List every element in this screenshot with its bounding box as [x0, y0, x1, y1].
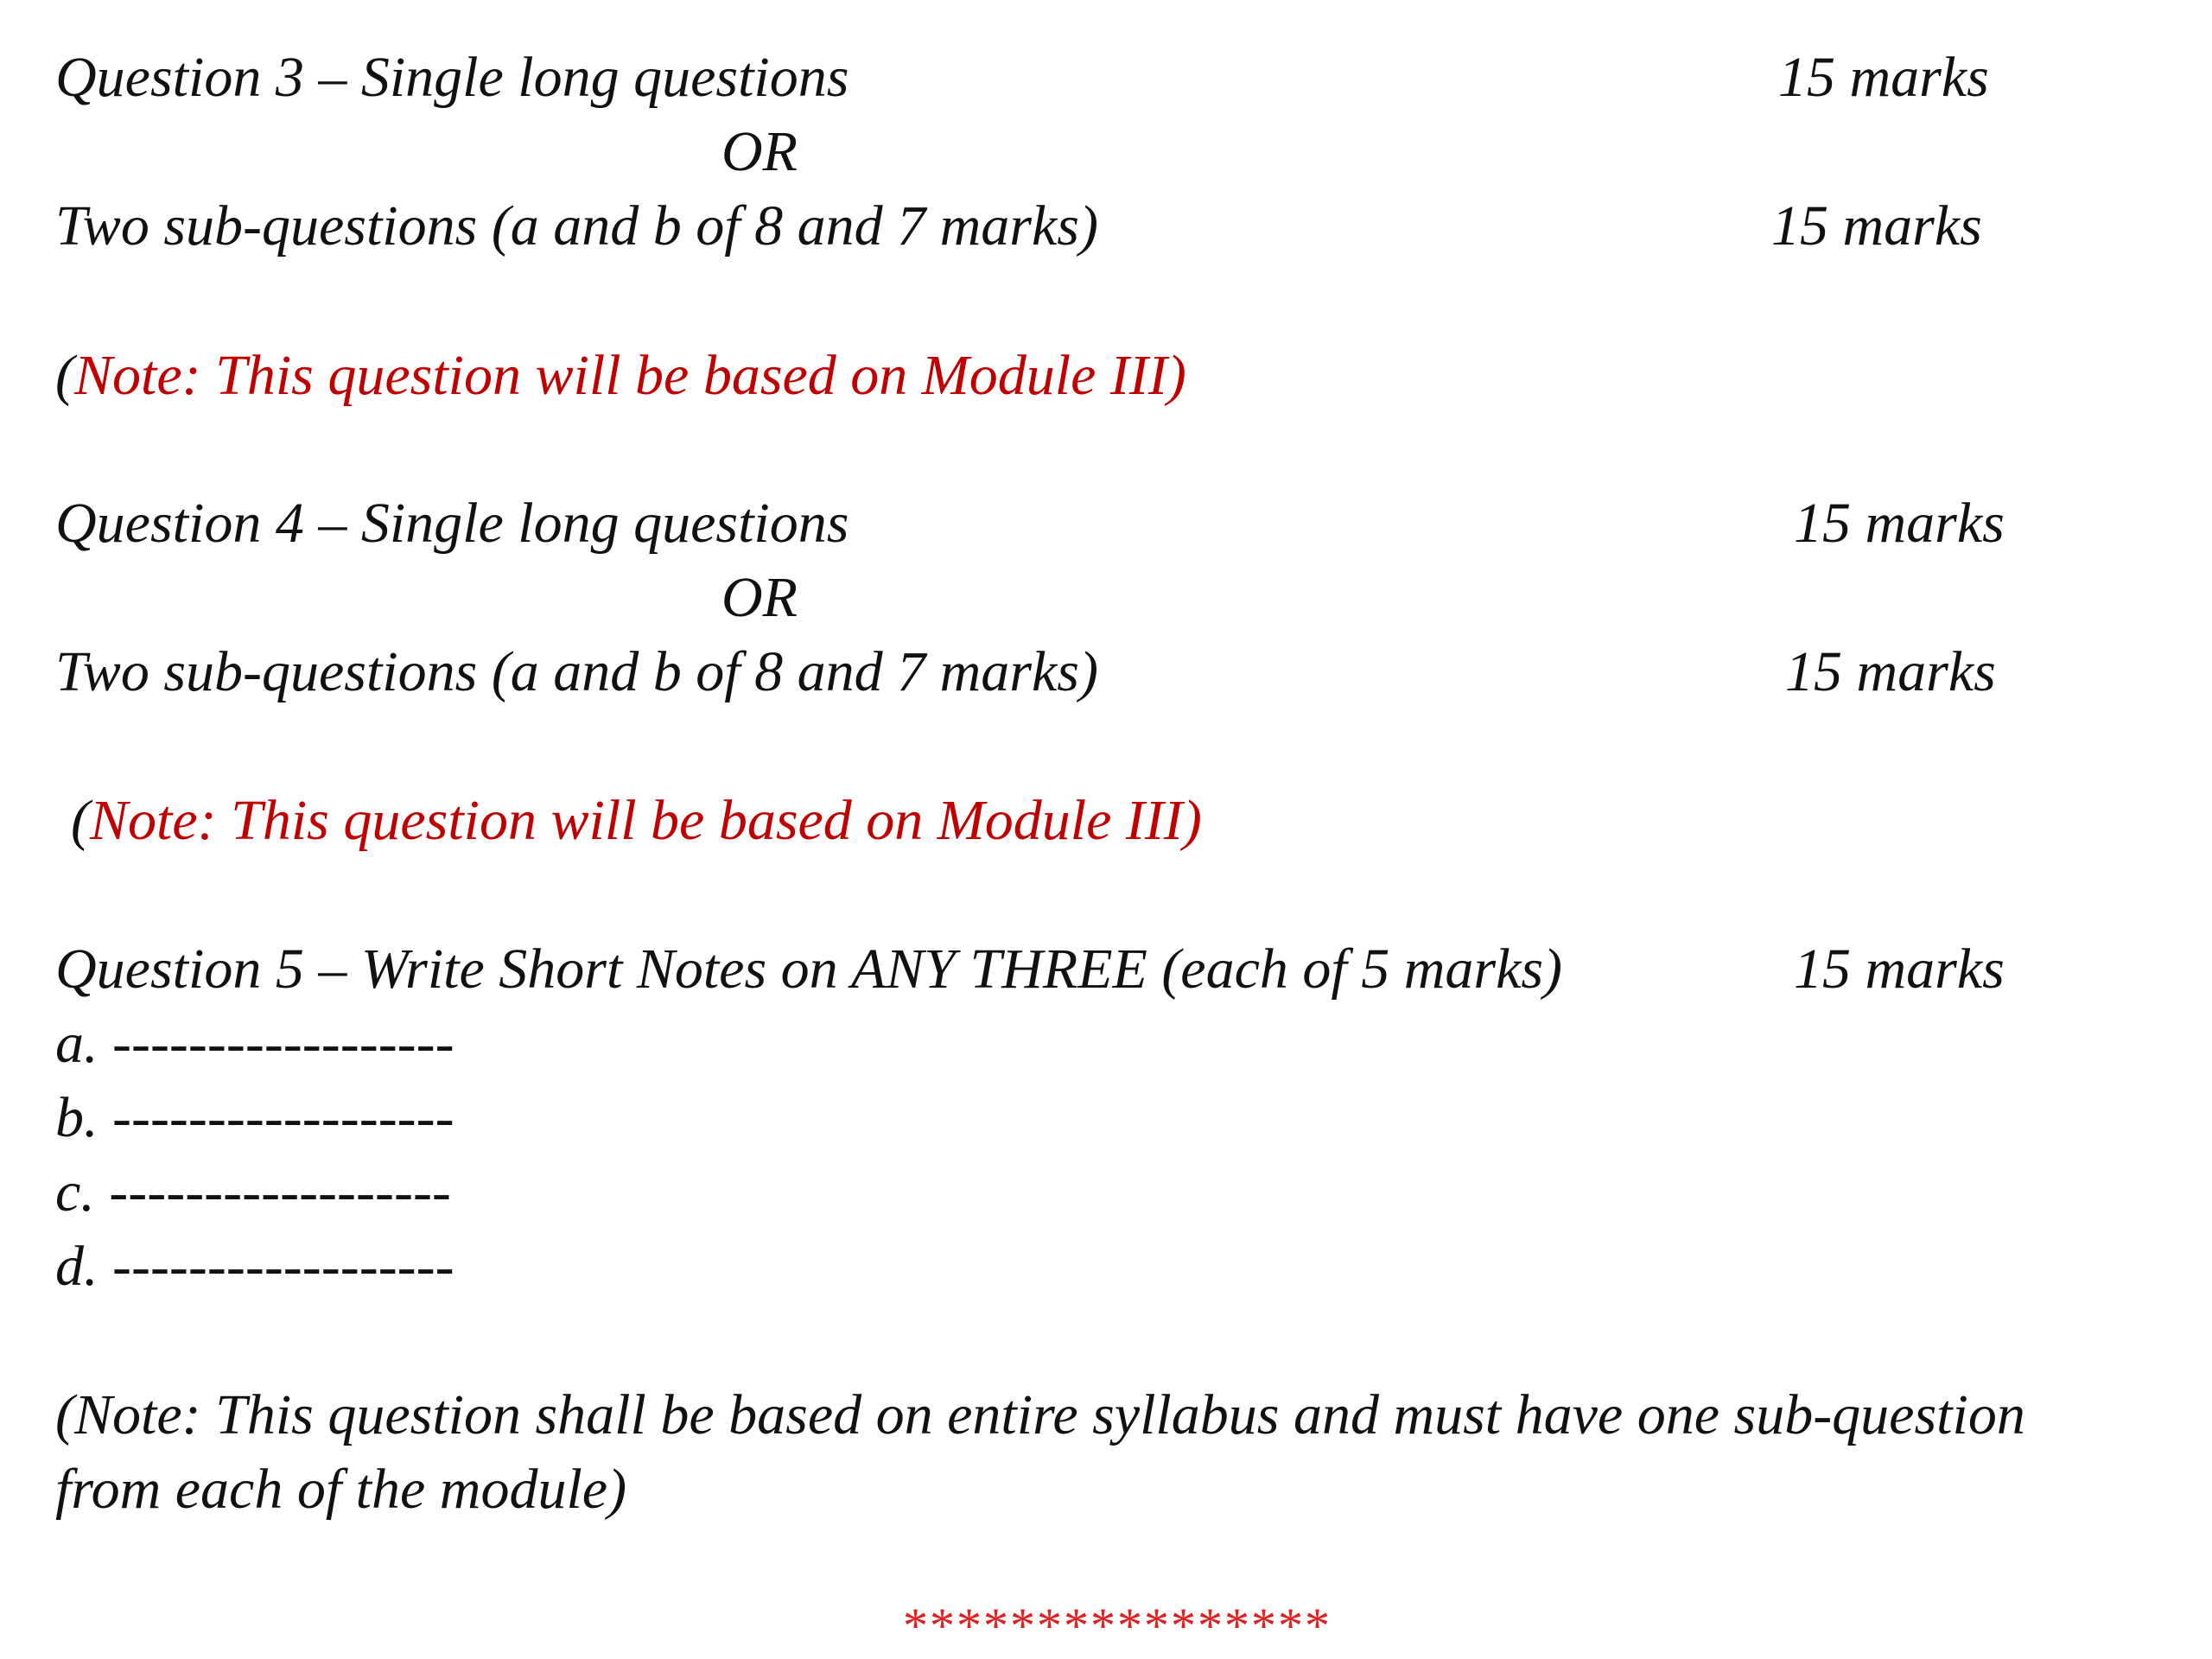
q3-marks-single: 15 marks [1778, 46, 1989, 109]
q4-note [71, 786, 1202, 855]
q4-alt: Two sub-questions (a and b of 8 and 7 marks) [55, 640, 1098, 703]
q5-item-d: d. ------------------ [55, 1235, 454, 1298]
q3-title: Question 3 – Single long questions [55, 46, 849, 109]
q3-note-text: Note: This question will be based on Module III [73, 344, 1167, 407]
q5-item-a: a. ------------------ [55, 1012, 454, 1075]
q3-marks-alt: 15 marks [1771, 194, 1982, 257]
q5-note-line2: from each of the module) [55, 1458, 627, 1521]
q5-note-line1: (Note: This question shall be based on entire syllabus and must have one sub-question [55, 1383, 2025, 1446]
q5-item-b: b. ------------------ [55, 1086, 454, 1149]
q3-note-open: ( [55, 344, 74, 407]
q3-alt: Two sub-questions (a and b of 8 and 7 marks) [55, 194, 1098, 257]
q4-note-open: ( [71, 789, 90, 852]
q5-title: Question 5 – Write Short Notes on ANY THREE (each of 5 marks) [55, 938, 1563, 1001]
q4-marks-alt: 15 marks [1785, 640, 1996, 703]
q5-marks: 15 marks [1794, 938, 2005, 1001]
q3-note-close: ) [1166, 344, 1186, 407]
q4-marks-single: 15 marks [1794, 492, 2005, 555]
q3-or: OR [721, 120, 798, 183]
q4-or: OR [721, 566, 798, 629]
end-marker-asterisks: **************** [903, 1598, 1332, 1654]
q4-title: Question 4 – Single long questions [55, 492, 849, 555]
q3-note [55, 341, 1186, 410]
q4-note-text: Note: This question will be based on Module III [89, 789, 1183, 852]
q4-note-close: ) [1182, 789, 1202, 852]
q5-item-c: c. ------------------ [55, 1160, 451, 1224]
